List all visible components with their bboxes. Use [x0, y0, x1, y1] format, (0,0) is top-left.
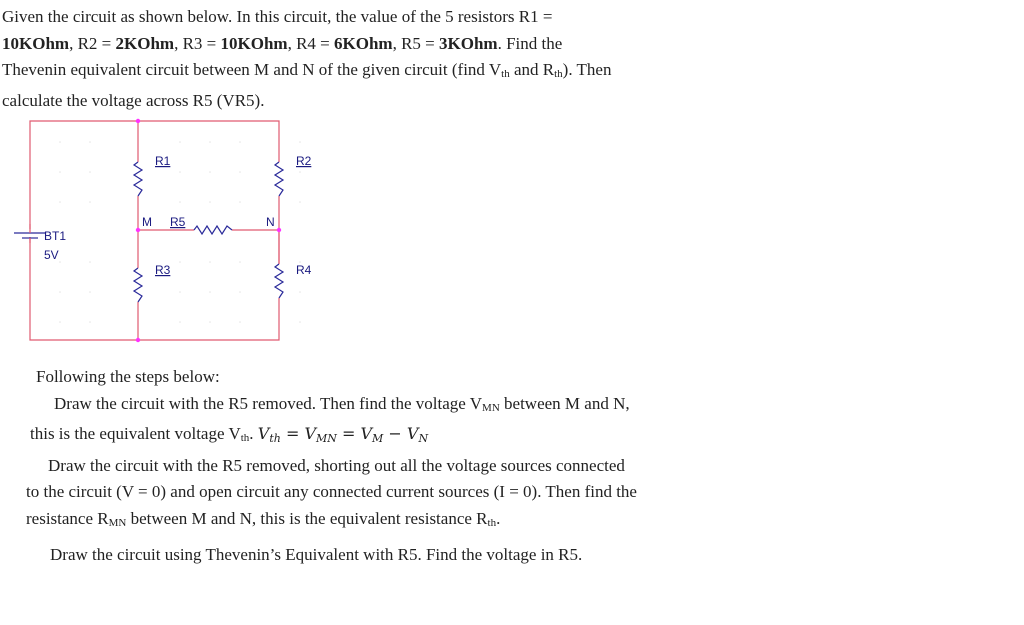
- step-text: to the circuit (V = 0) and open circuit any connected current sources (I = 0). Then find the: [26, 482, 637, 501]
- r1-label: R1: [155, 154, 171, 168]
- step-text: Draw the circuit with the R5 removed, shorting out all the voltage sources connected: [48, 455, 625, 475]
- math-subscript: th: [269, 432, 281, 445]
- node-n-label: N: [266, 215, 275, 229]
- subscript: th: [501, 68, 510, 80]
- r5-value: 3KOhm: [439, 33, 498, 53]
- thevenin-voltage-equation: [258, 424, 428, 443]
- r3-label: R3: [155, 263, 171, 277]
- math-symbol: − V: [383, 424, 419, 443]
- r1-resistor-symbol: [134, 162, 142, 196]
- step-text: Draw the circuit with the R5 removed. Then find the voltage V: [54, 393, 483, 413]
- r5-label: R5: [170, 215, 186, 229]
- step-2: [48, 453, 760, 480]
- grid-dots: [59, 141, 301, 323]
- r4-prefix: , R4 =: [287, 33, 334, 53]
- problem-line-2: [2, 31, 702, 58]
- steps-intro: [36, 364, 760, 391]
- r3-prefix: , R3 =: [174, 33, 221, 53]
- step-text: resistance R: [26, 508, 109, 528]
- problem-text: ). Then: [562, 60, 612, 79]
- r4-label: R4: [296, 263, 312, 277]
- r2-resistor-symbol: [275, 162, 283, 196]
- problem-text: Given the circuit as shown below. In this circuit, the value of the 5 resistors R1 =: [2, 7, 553, 26]
- step-text: .: [249, 424, 258, 443]
- problem-line-4: [2, 88, 702, 115]
- r5-prefix: , R5 =: [392, 33, 439, 53]
- step-1-continued: [30, 421, 760, 453]
- r4-value: 6KOhm: [334, 33, 393, 53]
- step-text: between M and N,: [499, 393, 630, 413]
- problem-line-1: [2, 4, 702, 31]
- r2-prefix: , R2 =: [69, 33, 116, 53]
- math-subscript: MN: [316, 432, 337, 445]
- step-2-line-3: [26, 506, 760, 537]
- problem-text: calculate the voltage across R5 (VR5).: [2, 90, 265, 110]
- step-text: .: [496, 508, 501, 528]
- problem-text: Thevenin equivalent circuit between M and N of the given circuit (find V: [2, 60, 502, 79]
- subscript: MN: [108, 516, 127, 529]
- step-text: between M and N, this is the equivalent resistance R: [126, 508, 488, 528]
- math-symbol: = V: [336, 424, 373, 443]
- step-text: Draw the circuit using Thevenin’s Equivalent with R5. Find the voltage in R5.: [50, 545, 583, 564]
- problem-statement: [2, 4, 702, 114]
- subscript: th: [487, 516, 497, 529]
- r3-value: 10KOhm: [220, 33, 288, 53]
- steps-intro-text: Following the steps below:: [36, 367, 220, 386]
- solution-steps: [0, 364, 760, 569]
- battery-name: BT1: [44, 229, 67, 243]
- subscript: th: [240, 432, 250, 444]
- r1-value: 10KOhm: [2, 33, 70, 53]
- subscript: th: [554, 68, 563, 80]
- circuit-diagram: [0, 112, 320, 352]
- problem-line-3: [2, 57, 702, 88]
- math-symbol: = V: [280, 424, 317, 443]
- r5-resistor-symbol: [194, 226, 232, 234]
- step-2-line-2: [26, 479, 760, 506]
- battery-value: 5V: [44, 248, 59, 262]
- problem-text: . Find the: [497, 33, 563, 53]
- r4-resistor-symbol: [275, 264, 283, 298]
- r2-value: 2KOhm: [115, 33, 175, 53]
- battery-symbol: [14, 224, 46, 243]
- math-subscript: N: [418, 432, 429, 445]
- math-subscript: M: [372, 432, 384, 445]
- r2-label: R2: [296, 154, 312, 168]
- subscript: MN: [482, 401, 500, 414]
- step-1: [54, 391, 720, 422]
- step-text: this is the equivalent voltage V: [30, 424, 241, 443]
- step-3: [50, 542, 760, 569]
- math-symbol: V: [257, 424, 270, 443]
- r3-resistor-symbol: [134, 268, 142, 302]
- problem-text: and R: [509, 60, 555, 79]
- node-m-label: M: [142, 215, 152, 229]
